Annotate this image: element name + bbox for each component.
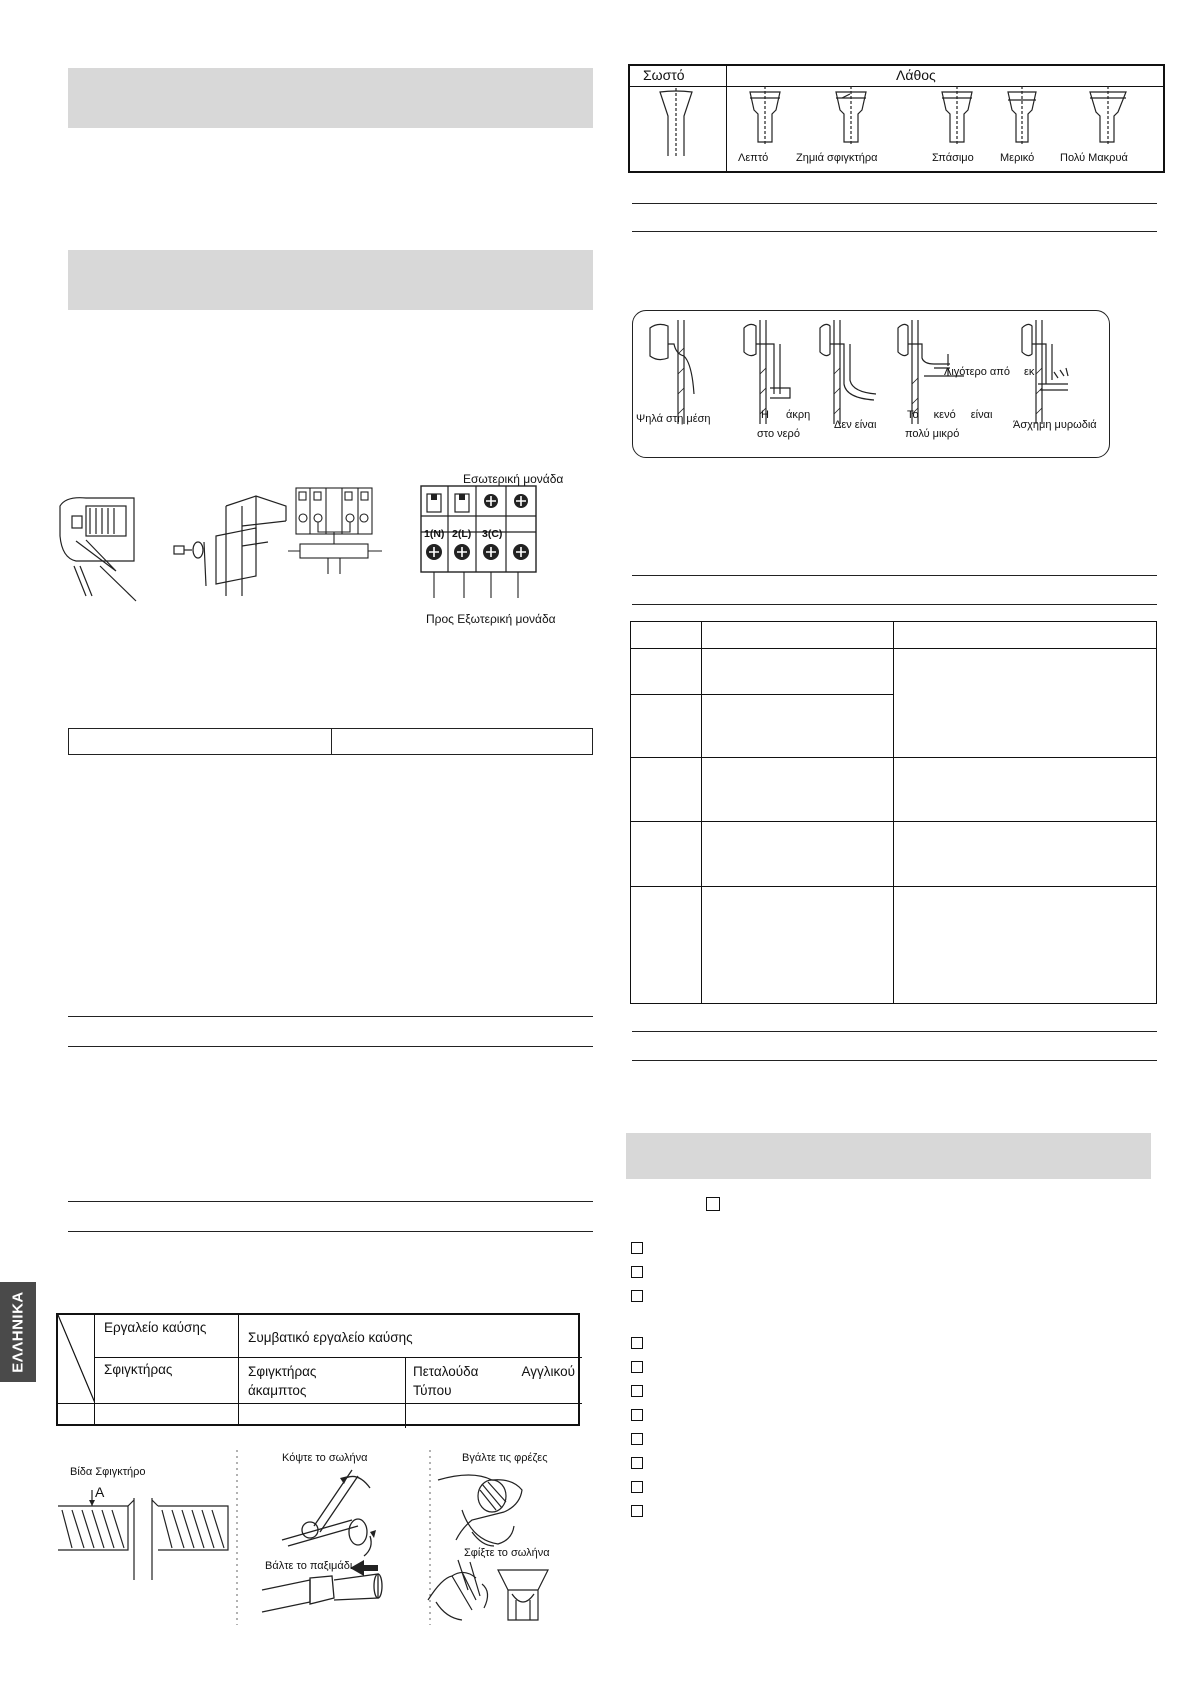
- check-table-col-1: [701, 622, 702, 1003]
- check-table-row-5: [631, 886, 1156, 887]
- checkbox-1[interactable]: [631, 1242, 643, 1254]
- dimension-a-label: A: [95, 1484, 105, 1500]
- spec-table-divider: [331, 729, 332, 754]
- checkbox-intro[interactable]: [706, 1197, 720, 1211]
- rule-right-6: [632, 1060, 1157, 1061]
- drain-label-less-than: Λιγότερο από: [944, 366, 1010, 378]
- correct-heading: Σωστό: [643, 67, 685, 83]
- section-header-band-3: [626, 1133, 1151, 1179]
- col-divider-2: [238, 1315, 239, 1424]
- drain-label-not: Δεν είναι: [834, 419, 877, 431]
- rule-left-2: [68, 1046, 593, 1047]
- flare-nut-insert: [262, 1574, 382, 1612]
- checkbox-4[interactable]: [631, 1337, 643, 1349]
- rule-right-3: [632, 575, 1157, 576]
- checkbox-10[interactable]: [631, 1481, 643, 1493]
- language-side-tab: [0, 1282, 36, 1382]
- checkbox-5[interactable]: [631, 1361, 643, 1373]
- checkbox-8[interactable]: [631, 1433, 643, 1445]
- terminal-1-label: 1(N): [424, 528, 445, 540]
- rule-left-3: [68, 1201, 593, 1202]
- flaring-tool: [428, 1560, 548, 1620]
- check-table-col-2: [893, 622, 894, 1003]
- remove-burrs-label: Βγάλτε τις φρέζες: [462, 1452, 548, 1464]
- flare-shape-drawings: [630, 86, 1164, 156]
- drain-label-in-water: στο νερό: [757, 428, 800, 440]
- col-divider-1: [94, 1315, 95, 1424]
- indoor-terminal-diagram: [421, 486, 536, 598]
- rule-right-5: [632, 1031, 1157, 1032]
- terminal-3-label: 3(C): [482, 528, 503, 540]
- drain-label-end: Η άκρη: [761, 409, 811, 421]
- check-table-row-3: [631, 757, 1156, 758]
- rule-right-1: [632, 203, 1157, 204]
- terminal-screw-sketch: [174, 496, 286, 596]
- deburr-hand: [438, 1475, 522, 1546]
- flare-item-too-long: Πολύ Μακρυά: [1060, 152, 1128, 164]
- drain-label-too-small: πολύ μικρό: [905, 428, 960, 440]
- pipe-cutter: [282, 1470, 371, 1556]
- indoor-unit-panel-sketch: [60, 498, 136, 601]
- insert-nut-label: Βάλτε το παξιμάδι: [265, 1560, 353, 1572]
- to-outdoor-label: Προς Εξωτερική μονάδα: [426, 612, 556, 626]
- check-table-row-1: [631, 648, 1156, 649]
- wrong-heading: Λάθος: [896, 67, 936, 83]
- clutch-type-heading: Σφιγκτήρας: [104, 1362, 173, 1377]
- section-header-band-1: [68, 68, 593, 128]
- checkbox-2[interactable]: [631, 1266, 643, 1278]
- flare-item-partial: Μερικό: [1000, 152, 1035, 164]
- rigid-type-heading: Σφιγκτήρας άκαμπτος: [248, 1364, 317, 1398]
- drain-hose-drawings: [634, 314, 1108, 424]
- drain-label-gap: Το κενό είναι: [907, 409, 993, 421]
- checkbox-9[interactable]: [631, 1457, 643, 1469]
- check-table-row-2: [631, 694, 893, 695]
- flare-pipe-label: Σφίξτε το σωλήνα: [464, 1547, 550, 1559]
- wing-nut-heading: Πεταλούδα Αγγλικού Τύπου: [413, 1364, 575, 1398]
- spec-table-header: [68, 728, 593, 755]
- terminal-block-sketch: [288, 488, 382, 574]
- drain-label-high-middle: Ψηλά στη μέση: [636, 413, 711, 425]
- terminal-2-label: 2(L): [452, 528, 472, 540]
- check-table-row-4: [631, 821, 1156, 822]
- conventional-tool-heading: Συμβατικό εργαλείο καύσης: [248, 1330, 413, 1345]
- indoor-unit-label: Εσωτερική μονάδα: [463, 472, 564, 486]
- flare-item-crack: Σπάσιμο: [932, 152, 974, 164]
- wiring-illustration: [56, 466, 576, 636]
- checkbox-7[interactable]: [631, 1409, 643, 1421]
- check-table: [630, 621, 1157, 1004]
- flare-item-thin: Λεπτό: [738, 152, 769, 164]
- language-side-tab-label: ΕΛΛΗΝΙΚΑ: [9, 1291, 27, 1373]
- checkbox-11[interactable]: [631, 1505, 643, 1517]
- flare-tool-heading: Εργαλείο καύσης: [104, 1320, 207, 1335]
- flare-item-damage: Ζημιά σφιγκτήρα: [796, 152, 878, 164]
- clamp-bar-section: [58, 1490, 228, 1580]
- drain-label-bad-smell: Άσχημη μυρωδιά: [1013, 419, 1097, 431]
- row-divider-1: [238, 1357, 582, 1358]
- row-divider-2: [58, 1403, 582, 1404]
- clamp-bar-label: Βίδα Σφιγκτήρο: [70, 1466, 146, 1478]
- checkbox-3[interactable]: [631, 1290, 643, 1302]
- cut-pipe-label: Κόψτε το σωλήνα: [282, 1452, 368, 1464]
- row-divider-1b: [94, 1357, 238, 1358]
- corner-diagonal: [58, 1315, 95, 1403]
- rule-left-4: [68, 1231, 593, 1232]
- drain-label-cm: εκ: [1024, 366, 1035, 378]
- section-header-band-2: [68, 250, 593, 310]
- rule-right-4: [632, 604, 1157, 605]
- rule-right-2: [632, 231, 1157, 232]
- checkbox-6[interactable]: [631, 1385, 643, 1397]
- col-divider-3: [405, 1357, 406, 1428]
- rule-left-1: [68, 1016, 593, 1017]
